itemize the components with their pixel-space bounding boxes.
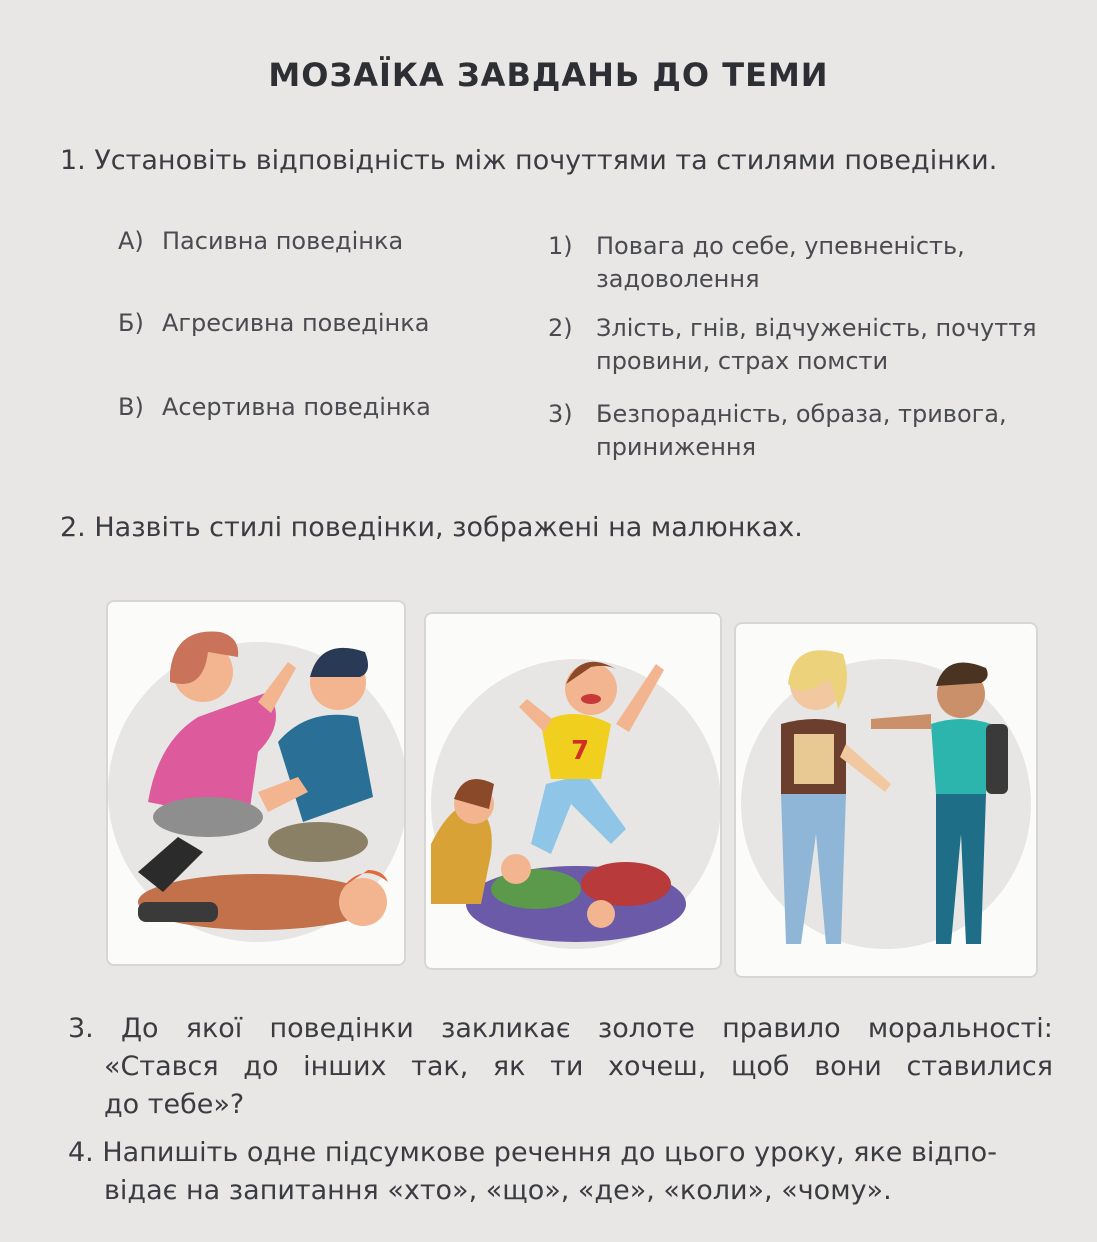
match-number: 3) (548, 400, 573, 428)
match-number: 1) (548, 232, 573, 260)
match-number: 2) (548, 314, 573, 342)
page-title: МОЗАЇКА ЗАВДАНЬ ДО ТЕМИ (268, 56, 829, 94)
word: поведінки (269, 1013, 414, 1044)
word: золоте (597, 1013, 695, 1044)
word: моральності: (867, 1013, 1053, 1044)
word: «Стався (104, 1051, 219, 1082)
task-2-text: 2. Назвіть стилі поведінки, зображені на малюнках. (60, 512, 803, 543)
match-right-1 (548, 230, 1088, 300)
task-4-line-1: 4. Напишіть одне підсумкове речення до цього уроку, яке відпо- (68, 1137, 997, 1168)
word: ти (550, 1051, 584, 1082)
illustration-aggressive (106, 600, 406, 966)
match-label: Пасивна поведінка (162, 227, 404, 255)
illustration-pile (424, 612, 722, 970)
task-3-line-1 (68, 1010, 1053, 1048)
match-left-a (118, 226, 403, 256)
task-3-line-3: до тебе»? (104, 1089, 245, 1120)
task-3-text (68, 1010, 1053, 1124)
match-text-line: Злість, гнів, відчуженість, почуття (596, 314, 1037, 342)
word: хочеш, (608, 1051, 707, 1082)
shirt-number: 7 (571, 736, 590, 766)
match-text-line: Безпорадність, образа, тривога, (596, 400, 1007, 428)
match-label: Агресивна поведінка (162, 309, 430, 337)
match-text-line: приниження (596, 433, 757, 461)
task-3-line-2 (68, 1048, 1053, 1086)
match-left-b (118, 308, 429, 338)
task-4-text (68, 1134, 1068, 1210)
match-left-c (118, 392, 431, 422)
word: До (120, 1013, 159, 1044)
word: інших (303, 1051, 387, 1082)
task-4-line-2: відає на запитання «хто», «що», «де», «коли», «чому». (104, 1175, 892, 1206)
match-letter: Б) (118, 309, 144, 337)
word: ставилися (906, 1051, 1053, 1082)
task-1-text: 1. Установіть відповідність між почуттями та стилями поведінки. (60, 145, 998, 176)
word: так, (411, 1051, 469, 1082)
match-right-2 (548, 312, 1088, 382)
match-text-line: Повага до себе, упевненість, (596, 232, 965, 260)
illustration-assertive (734, 622, 1038, 978)
match-right-3 (548, 398, 1088, 468)
word: вони (814, 1051, 882, 1082)
word: як (492, 1051, 526, 1082)
match-letter: В) (118, 393, 144, 421)
word: 3. (68, 1013, 94, 1044)
word: щоб (730, 1051, 790, 1082)
match-text-line: задоволення (596, 265, 760, 293)
word: до (243, 1051, 279, 1082)
match-text-line: провини, страх помсти (596, 347, 889, 375)
match-label: Асертивна поведінка (162, 393, 431, 421)
match-letter: А) (118, 227, 144, 255)
word: закликає (441, 1013, 571, 1044)
word: правило (722, 1013, 841, 1044)
word: якої (185, 1013, 243, 1044)
